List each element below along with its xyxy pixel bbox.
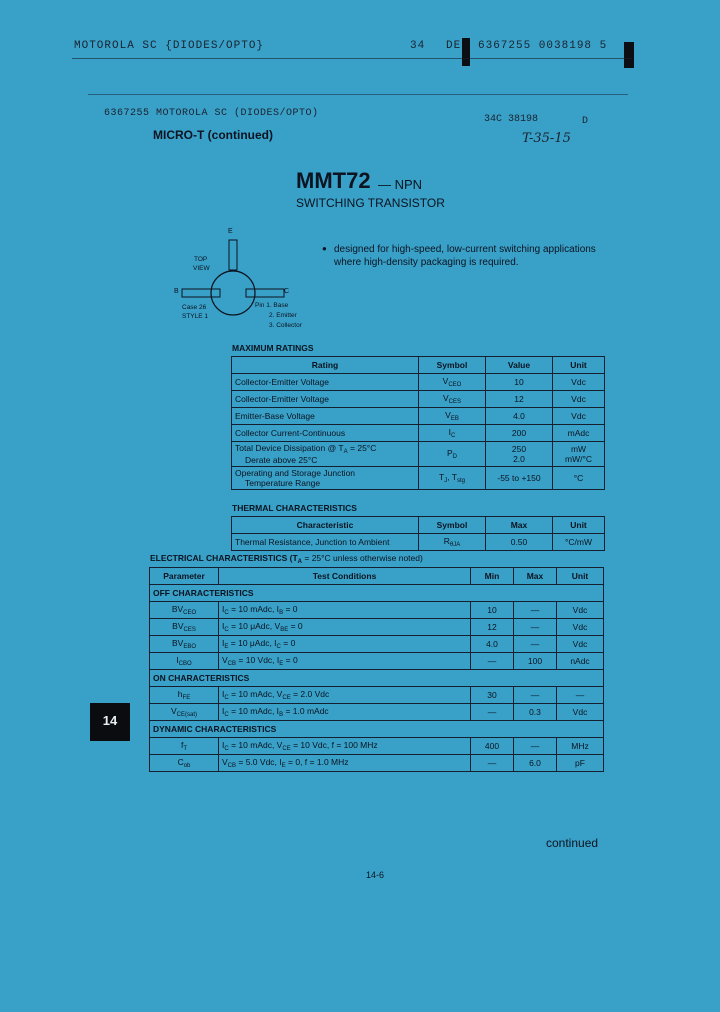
- unit-cell: Vdc: [553, 374, 605, 391]
- max-cell: —: [514, 738, 557, 755]
- symbol-cell: $T_J$, $T_{stg}$: [419, 467, 486, 490]
- symbol-cell: $R_{\theta JA}$: [419, 534, 486, 551]
- characteristic-cell: Thermal Resistance, Junction to Ambient: [232, 534, 419, 551]
- max-ratings-table: [231, 356, 605, 490]
- col-max: Max: [486, 517, 553, 534]
- max-cell: —: [514, 602, 557, 619]
- parameter-cell: $V_{CE(sat)}$: [150, 704, 219, 721]
- condition-cell: $V_{CB} = 10$ Vdc, $I_E = 0$: [219, 653, 471, 670]
- col-unit: Unit: [557, 568, 604, 585]
- table-row: [232, 374, 605, 391]
- rating-cell: Operating and Storage Junction Temperature Range: [232, 467, 419, 490]
- parameter-cell: $C_{ob}$: [150, 755, 219, 772]
- unit-cell: mW mW/°C: [553, 442, 605, 467]
- header-black-mark-right: [624, 42, 634, 68]
- unit-cell: Vdc: [557, 602, 604, 619]
- dynamic-characteristics-title: DYNAMIC CHARACTERISTICS: [150, 721, 604, 738]
- unit-cell: MHz: [557, 738, 604, 755]
- unit-cell: Vdc: [553, 408, 605, 425]
- pin-list-2: 2. Emitter: [269, 312, 297, 319]
- unit-cell: Vdc: [553, 391, 605, 408]
- max-cell: 100: [514, 653, 557, 670]
- symbol-cell: $V_{EB}$: [419, 408, 486, 425]
- parameter-cell: $BV_{EBO}$: [150, 636, 219, 653]
- pin-b-label: B: [174, 288, 179, 295]
- min-cell: 400: [471, 738, 514, 755]
- electrical-table: [149, 567, 604, 772]
- pin-list-3: 3. Collector: [269, 322, 302, 329]
- electrical-title: ELECTRICAL CHARACTERISTICS ($T_A = 25^\circ C$ unless otherwise noted): [150, 553, 423, 565]
- table-row: [232, 534, 605, 551]
- bullet-line-2: where high-density packaging is required.: [334, 257, 519, 268]
- top-view-2: VIEW: [193, 265, 210, 272]
- section-row: [150, 585, 604, 602]
- unit-cell: nAdc: [557, 653, 604, 670]
- bullet-icon: ●: [322, 244, 327, 253]
- parameter-cell: $h_{FE}$: [150, 687, 219, 704]
- col-max: Max: [514, 568, 557, 585]
- continued-label: continued: [546, 836, 599, 850]
- on-characteristics-title: ON CHARACTERISTICS: [150, 670, 604, 687]
- part-type: — NPN: [378, 177, 423, 192]
- unit-cell: Vdc: [557, 619, 604, 636]
- header-line2-code: 34C 38198: [484, 114, 539, 125]
- symbol-cell: $P_D$: [419, 442, 486, 467]
- table-row: [150, 636, 604, 653]
- pin-list-1: Pin 1. Base: [255, 302, 289, 309]
- parameter-cell: $BV_{CEO}$: [150, 602, 219, 619]
- top-view-1: TOP: [194, 256, 208, 263]
- off-characteristics-title: OFF CHARACTERISTICS: [150, 585, 604, 602]
- condition-cell: $I_C = 10$ mAdc, $V_{CE} = 10$ Vdc, f = 100 MHz: [219, 738, 471, 755]
- electrical-header: [150, 568, 604, 585]
- value-cell: 12: [486, 391, 553, 408]
- col-rating: Rating: [232, 357, 419, 374]
- col-symbol: Symbol: [419, 357, 486, 374]
- header-rule: [72, 58, 632, 59]
- value-cell: -55 to +150: [486, 467, 553, 490]
- header-line1-mid: 34: [410, 40, 426, 52]
- table-row: [150, 653, 604, 670]
- condition-cell: $I_C = 10$ μAdc, $V_{BE} = 0$: [219, 619, 471, 636]
- pin-e-label: E: [228, 228, 233, 235]
- value-cell: 10: [486, 374, 553, 391]
- thermal-table: [231, 516, 605, 551]
- unit-cell: °C/mW: [553, 534, 605, 551]
- min-cell: —: [471, 704, 514, 721]
- section-row: [150, 670, 604, 687]
- rating-cell: Collector-Emitter Voltage: [232, 374, 419, 391]
- table-row: [232, 442, 605, 467]
- table-row: [232, 408, 605, 425]
- col-parameter: Parameter: [150, 568, 219, 585]
- min-cell: 10: [471, 602, 514, 619]
- col-characteristic: Characteristic: [232, 517, 419, 534]
- table-row: [150, 602, 604, 619]
- max-cell: —: [514, 687, 557, 704]
- unit-cell: Vdc: [557, 636, 604, 653]
- part-description: SWITCHING TRANSISTOR: [296, 196, 445, 210]
- value-cell: 4.0: [486, 408, 553, 425]
- table-row: [232, 425, 605, 442]
- condition-cell: $I_C = 10$ mAdc, $I_B = 1.0$ mAdc: [219, 704, 471, 721]
- col-symbol: Symbol: [419, 517, 486, 534]
- max-cell: —: [514, 636, 557, 653]
- max-ratings-title: MAXIMUM RATINGS: [232, 343, 314, 353]
- rating-cell: Emitter-Base Voltage: [232, 408, 419, 425]
- rating-cell: Collector-Emitter Voltage: [232, 391, 419, 408]
- page-number: 14-6: [366, 870, 385, 880]
- col-unit: Unit: [553, 517, 605, 534]
- symbol-cell: $V_{CES}$: [419, 391, 486, 408]
- header-line2-d: D: [582, 116, 589, 127]
- col-value: Value: [486, 357, 553, 374]
- min-cell: —: [471, 755, 514, 772]
- header-line1-right: 6367255 0038198 5: [478, 40, 608, 52]
- table-row: [150, 738, 604, 755]
- series-title: MICRO-T (continued): [153, 128, 273, 142]
- max-cell: 0.50: [486, 534, 553, 551]
- header-line1-de: DE: [446, 40, 462, 52]
- unit-cell: pF: [557, 755, 604, 772]
- min-cell: 12: [471, 619, 514, 636]
- condition-cell: $I_C = 10$ mAdc, $I_B = 0$: [219, 602, 471, 619]
- table-row: [232, 467, 605, 490]
- min-cell: 4.0: [471, 636, 514, 653]
- section-row: [150, 721, 604, 738]
- rating-cell: Collector Current-Continuous: [232, 425, 419, 442]
- max-cell: —: [514, 619, 557, 636]
- case-label-2: STYLE 1: [182, 313, 209, 320]
- rating-cell: Total Device Dissipation @ $T_A = 25^\circ C$ Derate above 25°C: [232, 442, 419, 467]
- thermal-title: THERMAL CHARACTERISTICS: [232, 503, 357, 513]
- case-label-1: Case 26: [182, 304, 207, 311]
- header-line2: 6367255 MOTOROLA SC (DIODES/OPTO): [104, 108, 319, 119]
- bullet-line-1: designed for high-speed, low-current switching applications: [334, 244, 596, 255]
- handwritten-code: T-35-15: [522, 131, 571, 146]
- header-rule-2: [88, 94, 628, 95]
- min-cell: 30: [471, 687, 514, 704]
- unit-cell: —: [557, 687, 604, 704]
- table-row: [150, 704, 604, 721]
- col-unit: Unit: [553, 357, 605, 374]
- pin-c-label: C: [284, 288, 290, 295]
- condition-cell: $I_E = 10$ μAdc, $I_C = 0$: [219, 636, 471, 653]
- symbol-cell: $V_{CEO}$: [419, 374, 486, 391]
- thermal-header: [232, 517, 605, 534]
- parameter-cell: $BV_{CES}$: [150, 619, 219, 636]
- value-cell: 250 2.0: [486, 442, 553, 467]
- table-row: [150, 619, 604, 636]
- unit-cell: °C: [553, 467, 605, 490]
- part-number: MMT72: [296, 168, 371, 193]
- table-row: [150, 687, 604, 704]
- header-black-mark: [462, 38, 470, 66]
- header-line1-left: MOTOROLA SC {DIODES/OPTO}: [74, 40, 265, 52]
- value-cell: 200: [486, 425, 553, 442]
- table-row: [150, 755, 604, 772]
- table-row: [232, 391, 605, 408]
- col-min: Min: [471, 568, 514, 585]
- parameter-cell: $f_T$: [150, 738, 219, 755]
- max-ratings-header: [232, 357, 605, 374]
- parameter-cell: $I_{CBO}$: [150, 653, 219, 670]
- unit-cell: Vdc: [557, 704, 604, 721]
- unit-cell: mAdc: [553, 425, 605, 442]
- col-test-conditions: Test Conditions: [219, 568, 471, 585]
- min-cell: —: [471, 653, 514, 670]
- condition-cell: $V_{CB} = 5.0$ Vdc, $I_E = 0$, f = 1.0 MHz: [219, 755, 471, 772]
- condition-cell: $I_C = 10$ mAdc, $V_{CE} = 2.0$ Vdc: [219, 687, 471, 704]
- symbol-cell: $I_C$: [419, 425, 486, 442]
- section-tab: 14: [90, 703, 130, 741]
- max-cell: 0.3: [514, 704, 557, 721]
- max-cell: 6.0: [514, 755, 557, 772]
